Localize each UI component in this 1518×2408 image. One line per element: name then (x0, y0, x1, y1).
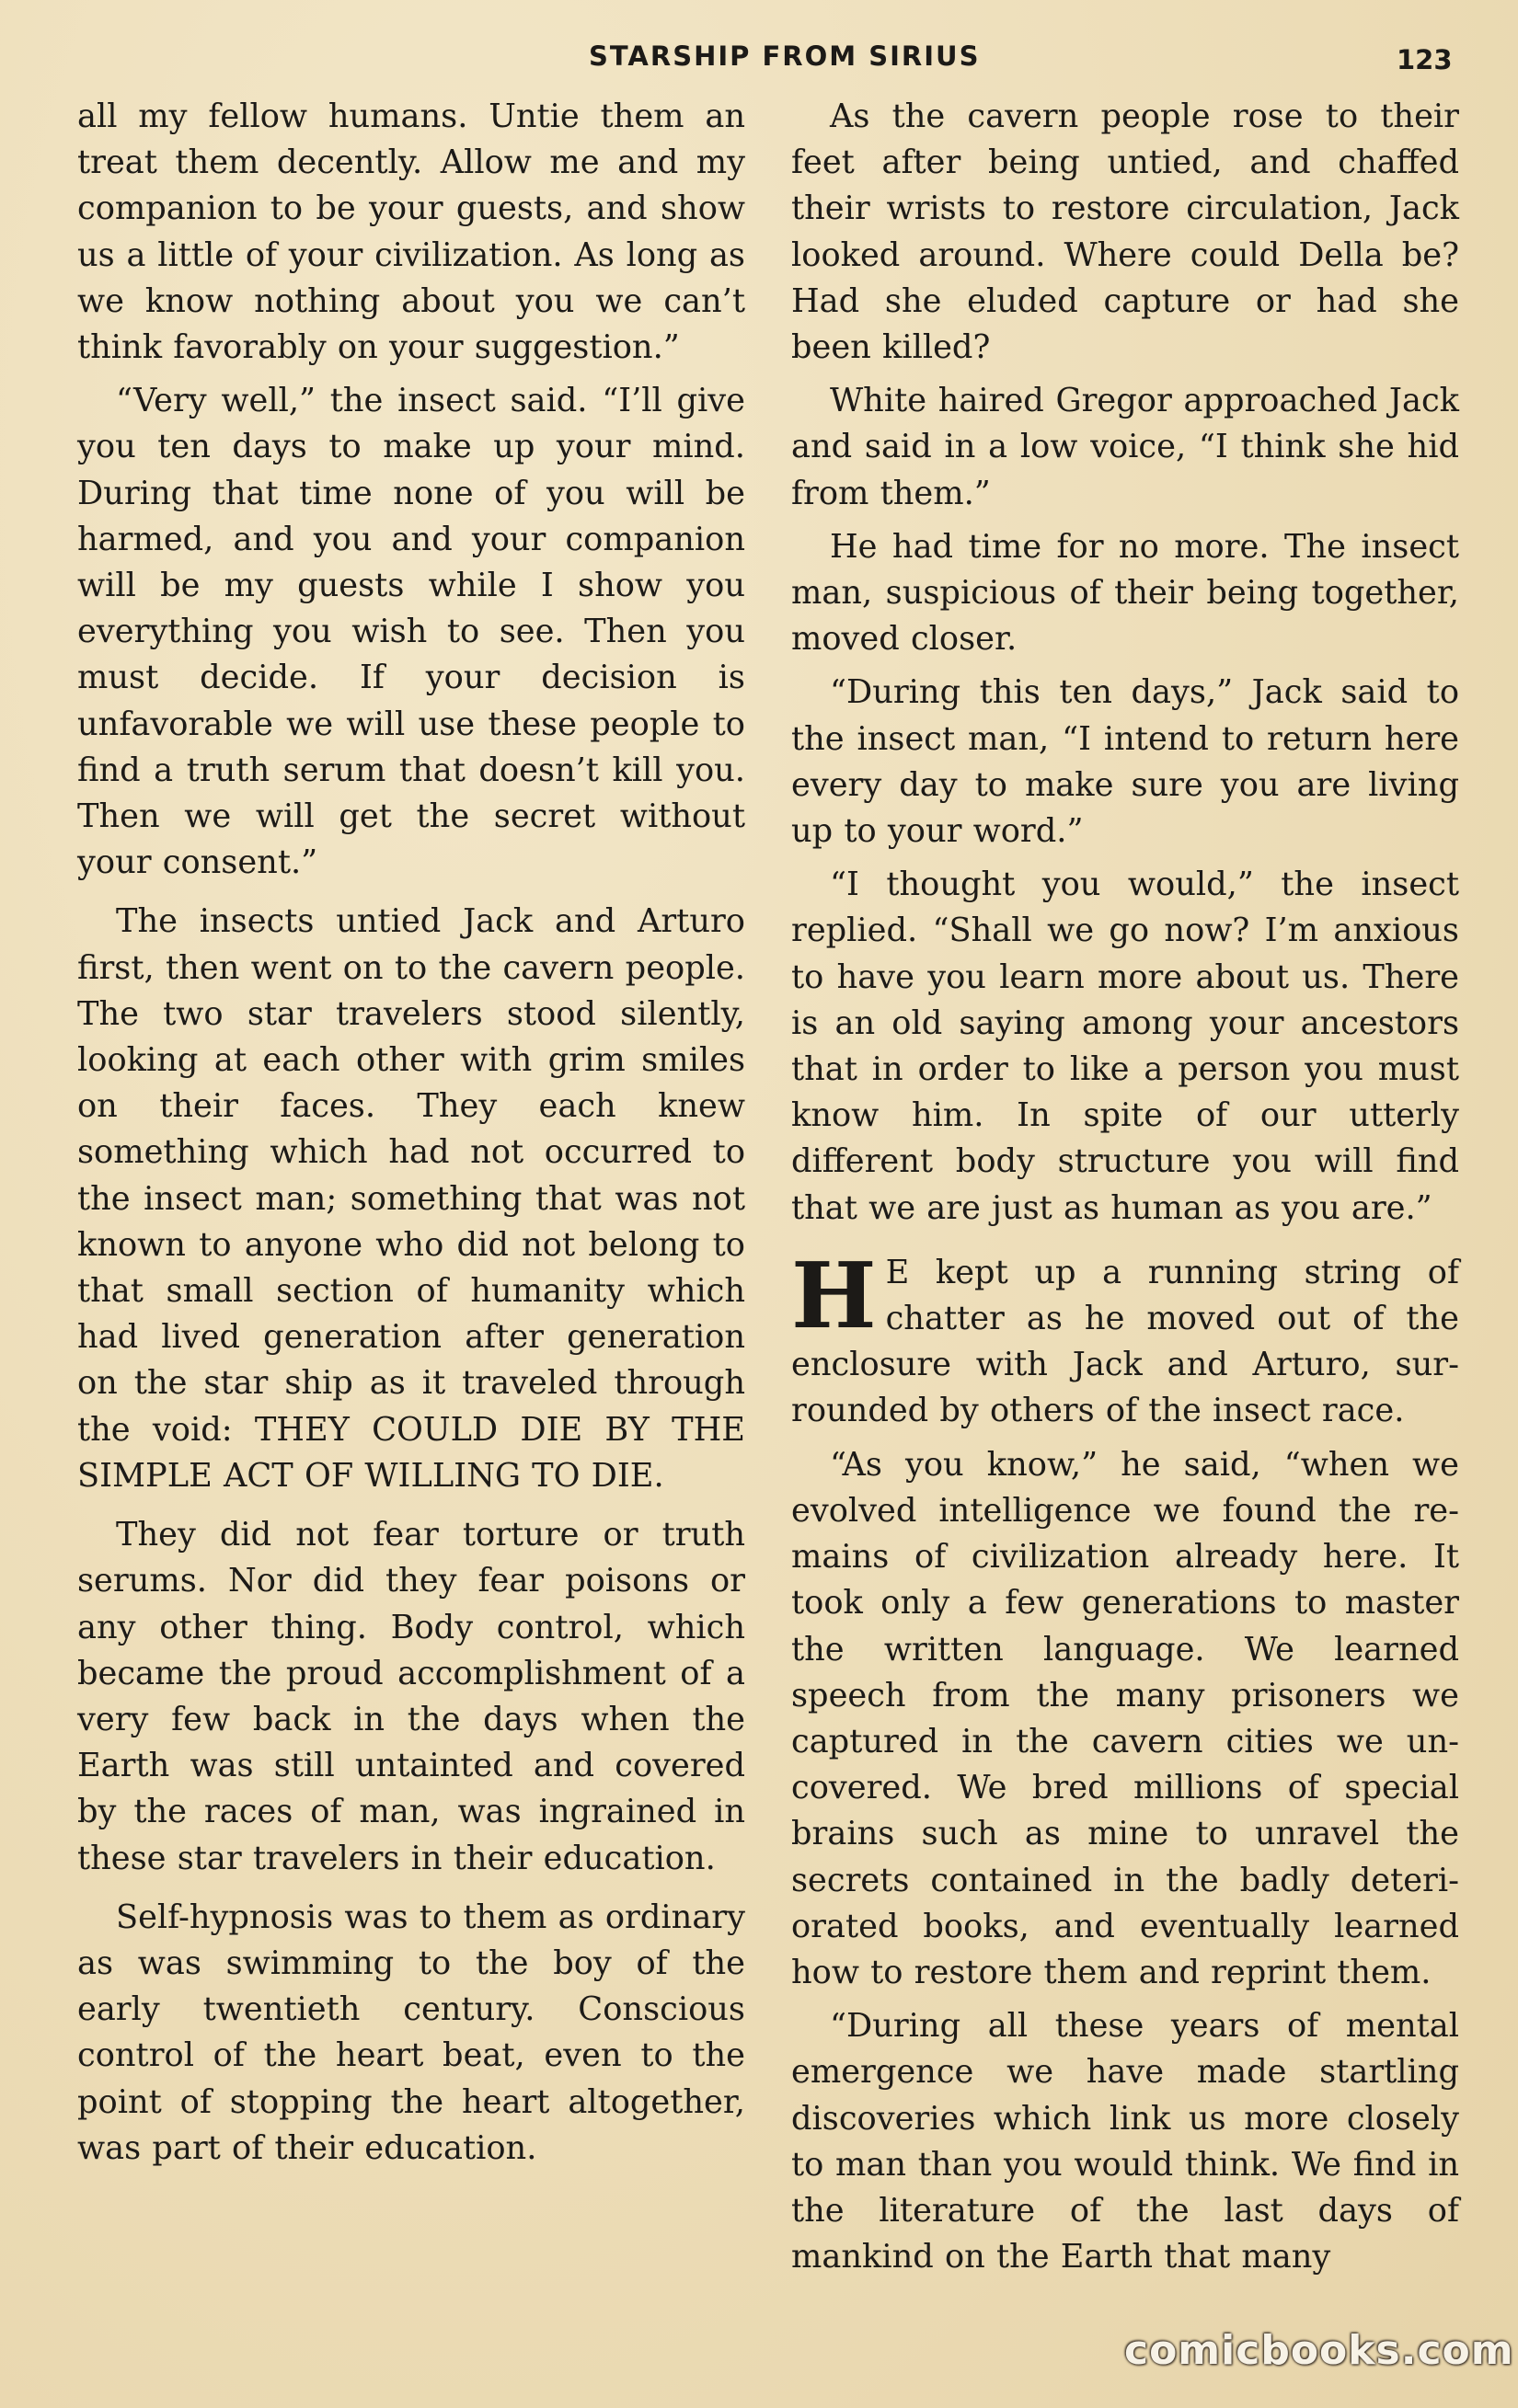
running-title: STARSHIP FROM SIRIUS (589, 40, 981, 72)
running-head (0, 40, 1518, 77)
paragraph: “As you know,” he said, “when we evolved intelligence we found the remains of civilization already here. It took only a few generations to master the written language. We learned speech from the many prisoners we captured in the cavern cities we uncovered. We bred millions of special brains such as mine to unravel the secrets contained in the badly deteriorated books, and eventually learned how to restore them and reprint them. (791, 1445, 1459, 1991)
right-column (791, 94, 1459, 2288)
paragraph: “During this ten days,” Jack said to the insect man, “I intend to return here every day to make sure you are living up to your word.” (791, 673, 1459, 851)
paragraph: White haired Gregor approached Jack and said in a low voice, “I think she hid from them.” (791, 382, 1459, 512)
paragraph: They did not fear torture or truth serums. Nor did they fear poisons or any other thing. Body control, which became the proud accomplishment of a very few back in the days when the Earth was still untainted and covered by the races of man, was ingrained in these star travelers in their education. (77, 1516, 745, 1877)
watermark-logo: comicbooks.com (1124, 2327, 1514, 2374)
drop-cap-initial: H (791, 1243, 877, 1349)
paragraph: He had time for no more. The insect man, suspicious of their being together, moved closer. (791, 527, 1459, 659)
paragraph: “During all these years of mental emergence we have made startling discoveries which link us more closely to man than you would think. We find in the literature of the last days of mankind on the Earth that many (791, 2007, 1459, 2276)
paragraph: Self-hypnosis was to them as ordinary as was swimming to the boy of the early twentieth century. Conscious control of the heart beat, even to the point of stopping the heart altogether, was part of their education. (77, 1898, 745, 2167)
paragraph: The insects untied Jack and Arturo first, then went on to the cavern people. The two star travelers stood silently, looking at each other with grim smiles on their faces. They each knew something which had not occurred to the insect man; something that was not known to anyone who did not belong to that small section of humanity which had lived generation after generation on the star ship as it traveled through the void: THEY COULD DIE BY THE SIMPLE ACT OF WILLING TO DIE. (77, 902, 745, 1495)
page-number: 123 (1397, 44, 1453, 75)
paragraph: “I thought you would,” the insect replied. “Shall we go now? I’m anxious to have you learn more about us. There is an old saying among your ancestors that in order to like a person you must know him. In spite of our utterly different body structure you will find that we are just as human as you are.” (791, 866, 1459, 1227)
dropcap-paragraph-text: E kept up a running string of chatter as he moved out of the enclosure with Jack and Arturo, surrounded by others of the insect race. (791, 1253, 1459, 1430)
dropcap-paragraph (791, 1243, 1459, 1435)
left-column (77, 94, 745, 2179)
paragraph: all my fellow humans. Untie them an treat them decently. Allow me and my companion to be your guests, and show us a little of your civilization. As long as we know nothing about you we can’t think favorably on your suggestion.” (77, 97, 745, 367)
paragraph: As the cavern people rose to their feet after being untied, and chaffed their wrists to restore circulation, Jack looked around. Where could Della be? Had she eluded capture or had she been killed? (791, 97, 1459, 367)
paragraph: “Very well,” the insect said. “I’ll give you ten days to make up your mind. During that time none of you will be harmed, and you and your companion will be my guests while I show you everything you wish to see. Then you must decide. If your decision is unfavorable we will use these people to find a truth serum that doesn’t kill you. Then we will get the secret without your consent.” (77, 382, 745, 882)
